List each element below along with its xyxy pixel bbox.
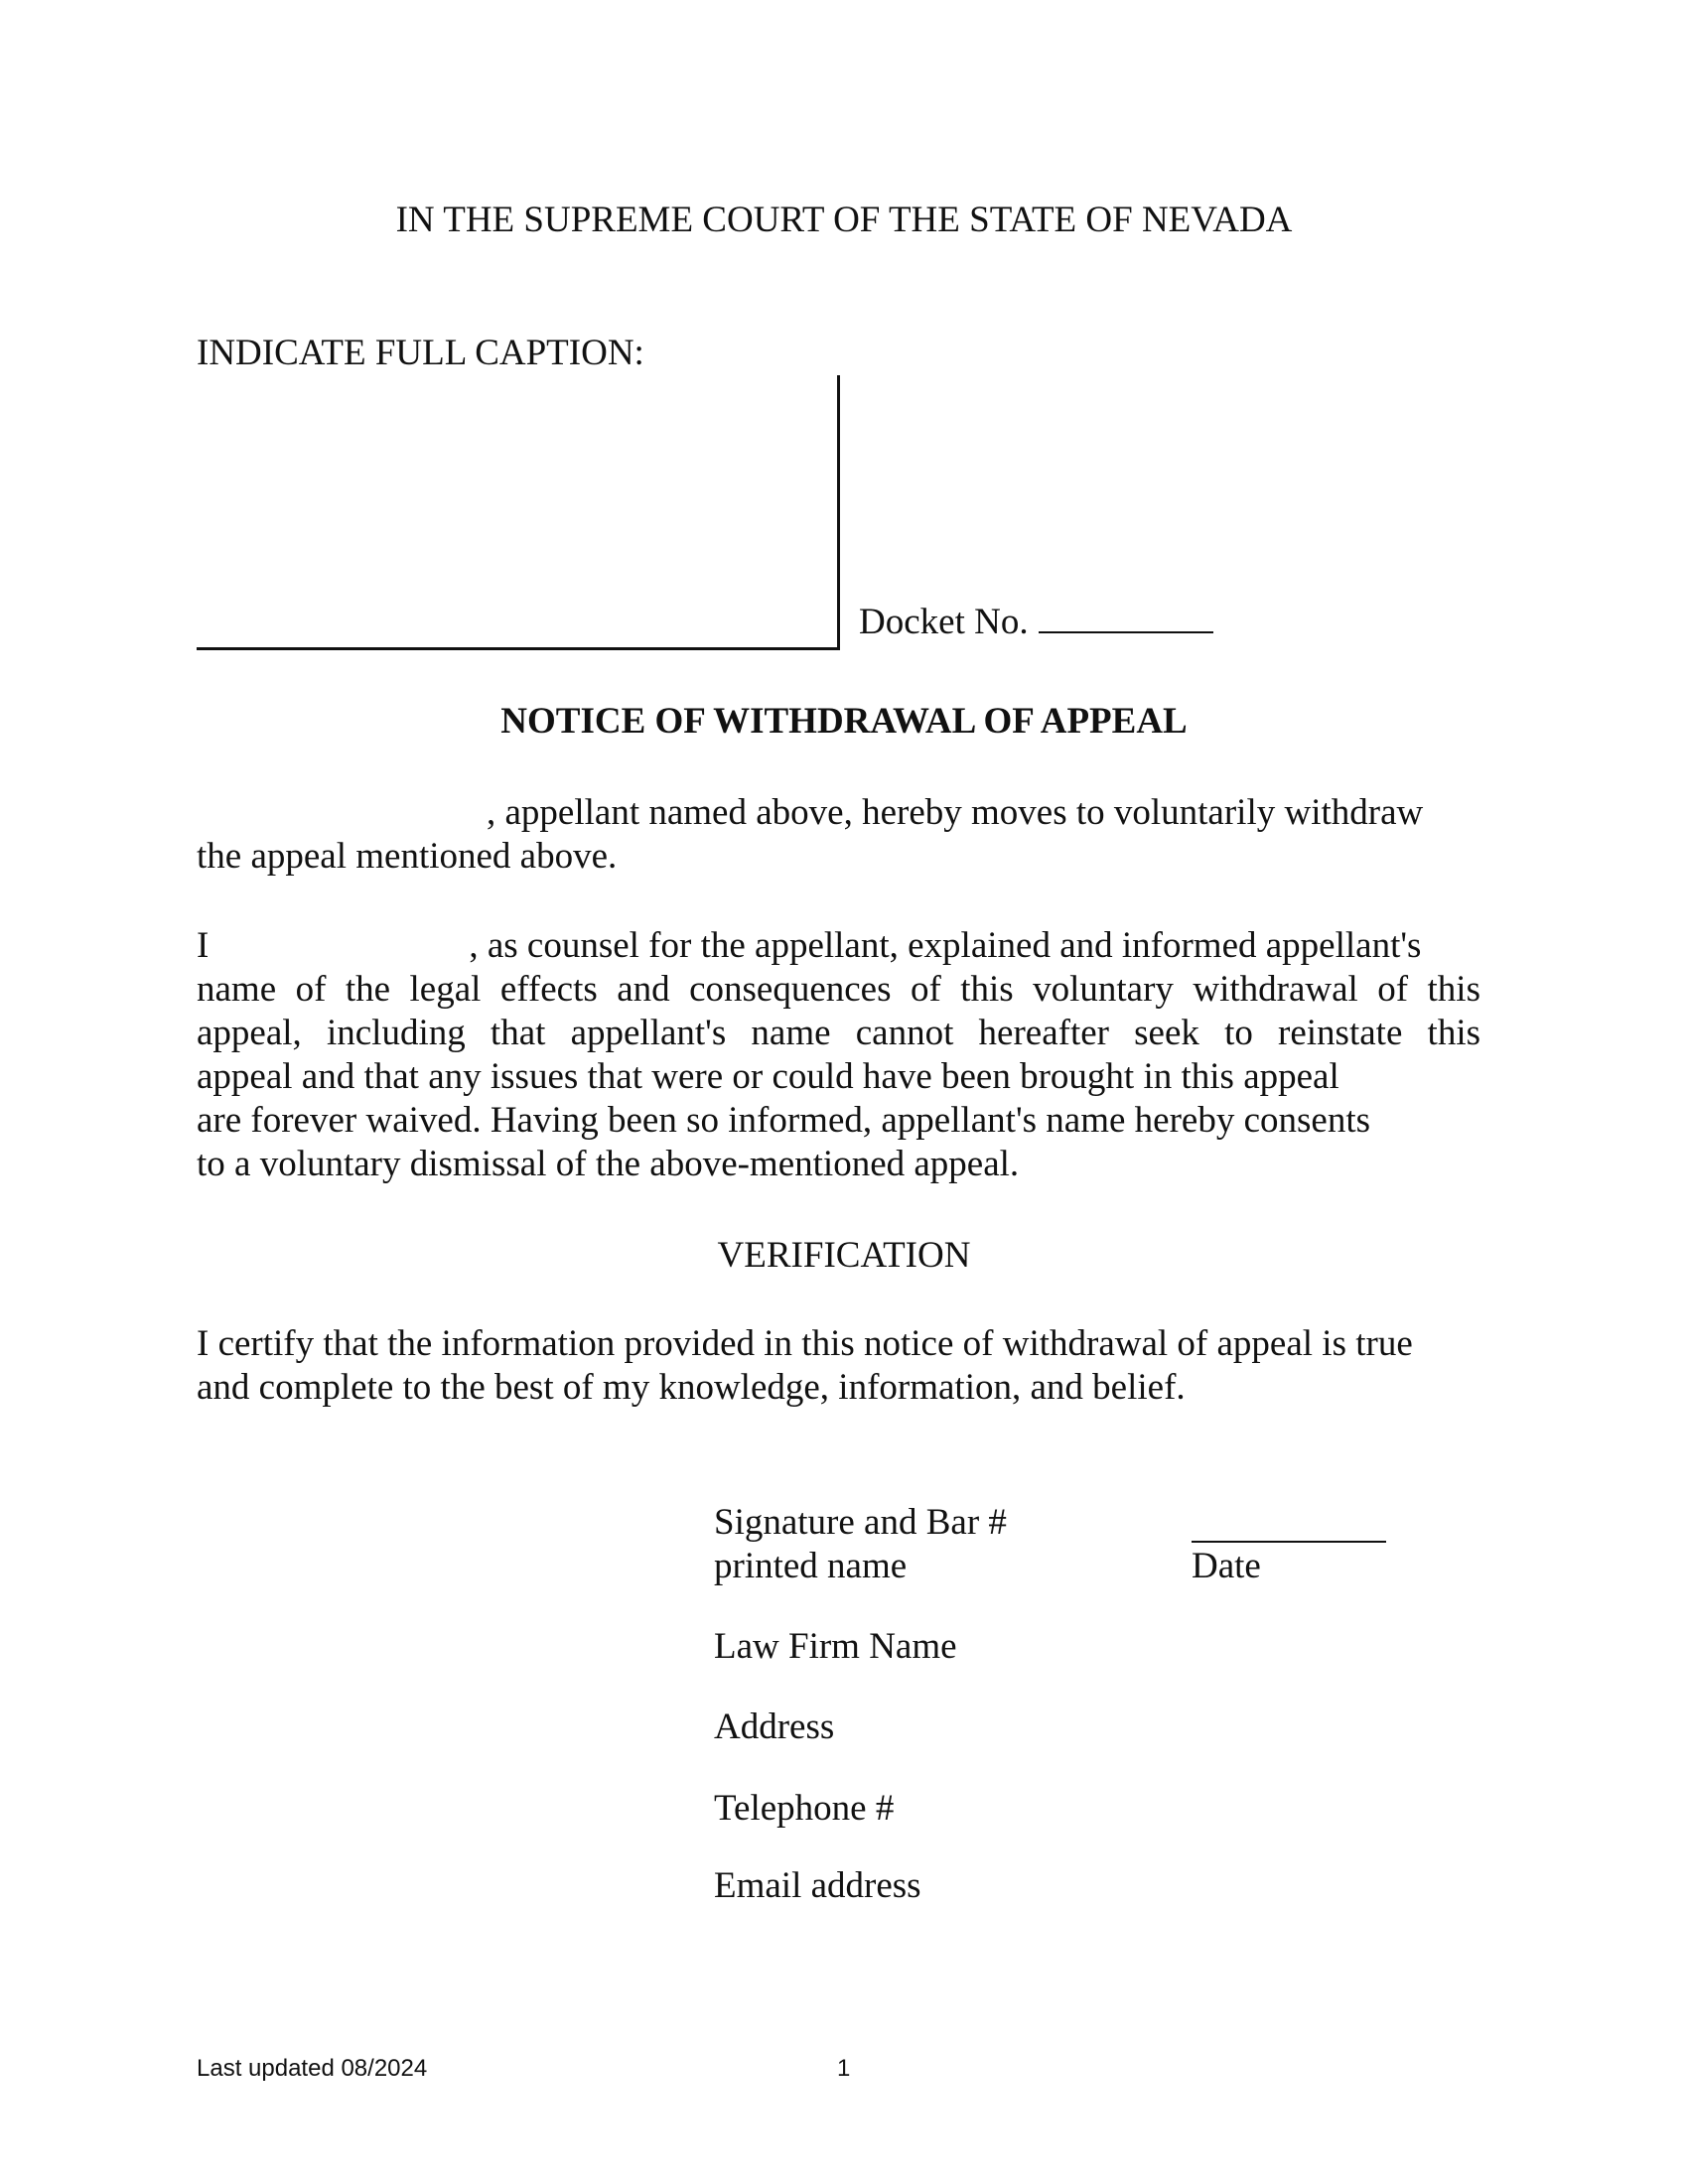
telephone-label: Telephone # [714,1788,895,1829]
address-label: Address [714,1706,835,1747]
caption-vertical-divider [837,375,840,650]
docket-label: Docket No. [859,602,1029,642]
signature-label: Signature and Bar # [714,1502,1007,1543]
docket-blank[interactable] [1039,602,1213,633]
caption-underline [197,647,838,650]
signature-block [714,1501,1007,1588]
printed-name-label: printed name [714,1546,908,1586]
date-blank[interactable] [1192,1501,1386,1543]
email-label: Email address [714,1865,921,1906]
law-firm-label: Law Firm Name [714,1626,957,1667]
verification-heading: VERIFICATION [717,1235,971,1276]
paragraph-counsel: I , as counsel for the appellant, explained and informed appellant's name of the legal effects and consequences of this voluntary withdrawal of this appeal, including that appellant's name cannot hereafter seek to reinstate this appeal and that any issues that were or could have been brought in this appeal are forever waived. Having been so informed, appellant's name hereby consents to a voluntary dismissal of the above-mentioned appeal. [197,925,1480,1184]
paragraph-certification: I certify that the information provided in this notice of withdrawal of appeal is true and complete to the best of my knowledge, information, and belief. [197,1323,1413,1408]
docket-number [859,601,1213,644]
paragraph-motion: , appellant named above, hereby moves to voluntarily withdraw the appeal mentioned above. [197,792,1424,877]
document-title: NOTICE OF WITHDRAWAL OF APPEAL [500,701,1188,742]
court-heading: IN THE SUPREME COURT OF THE STATE OF NEVADA [395,200,1293,240]
page-number: 1 [837,2055,851,2082]
caption-label: INDICATE FULL CAPTION: [197,333,644,373]
footer-last-updated: Last updated 08/2024 [197,2055,428,2082]
date-label: Date [1192,1546,1261,1586]
